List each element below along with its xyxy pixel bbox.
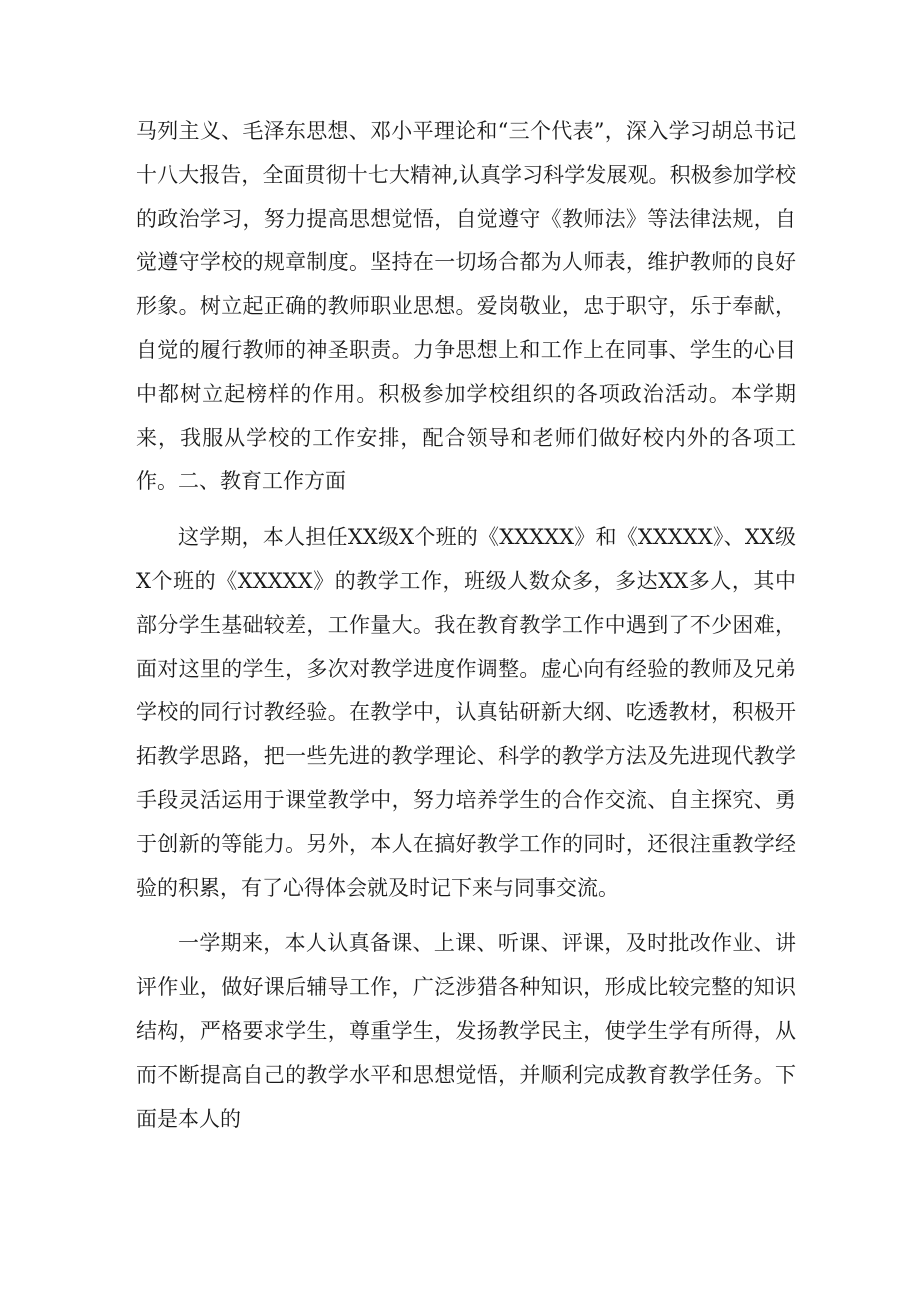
paragraph-semester-summary: 一学期来，本人认真备课、上课、听课、评课，及时批改作业、讲评作业，做好课后辅导工作，广泛涉猎各种知识，形成比较完整的知识结构，严格要求学生，尊重学生，发扬教学民主，使学生学有所得，从而不断提高自己的教学水平和思想觉悟，并顺利完成教育教学任务。下面是本人的 bbox=[136, 931, 796, 1131]
paragraph-political-study: 马列主义、毛泽东思想、邓小平理论和“三个代表”，深入学习胡总书记十八大报告，全面贯彻十七大精神,认真学习科学发展观。积极参加学校的政治学习，努力提高思想觉悟，自觉遵守《教师法》等法律法规，自觉遵守学校的规章制度。坚持在一切场合都为人师表，维护教师的良好形象。树立起正确的教师职业思想。爱岗敬业，忠于职守，乐于奉献，自觉的履行教师的神圣职责。力争思想上和工作上在同事、学生的心目中都树立起榜样的作用。积极参加学校组织的各项政治活动。本学期来，我服从学校的工作安排，配合领导和老师们做好校内外的各项工作。二、教育工作方面 bbox=[136, 119, 796, 494]
paragraph-teaching-work: 这学期，本人担任XX级X个班的《XXXXX》和《XXXXX》、XX级X个班的《XXXXX》的教学工作，班级人数众多，多达XX多人，其中部分学生基础较差，工作量大。我在教育教学工作中遇到了不少困难，面对这里的学生，多次对教学进度作调整。虚心向有经验的教师及兄弟学校的同行讨教经验。在教学中，认真钻研新大纲、吃透教材，积极开拓教学思路，把一些先进的教学理论、科学的教学方法及先进现代教学手段灵活运用于课堂教学中，努力培养学生的合作交流、自主探究、勇于创新的等能力。另外，本人在搞好教学工作的同时，还很注重教学经验的积累，有了心得体会就及时记下来与同事交流。 bbox=[136, 525, 796, 900]
document-body bbox=[136, 110, 796, 1141]
